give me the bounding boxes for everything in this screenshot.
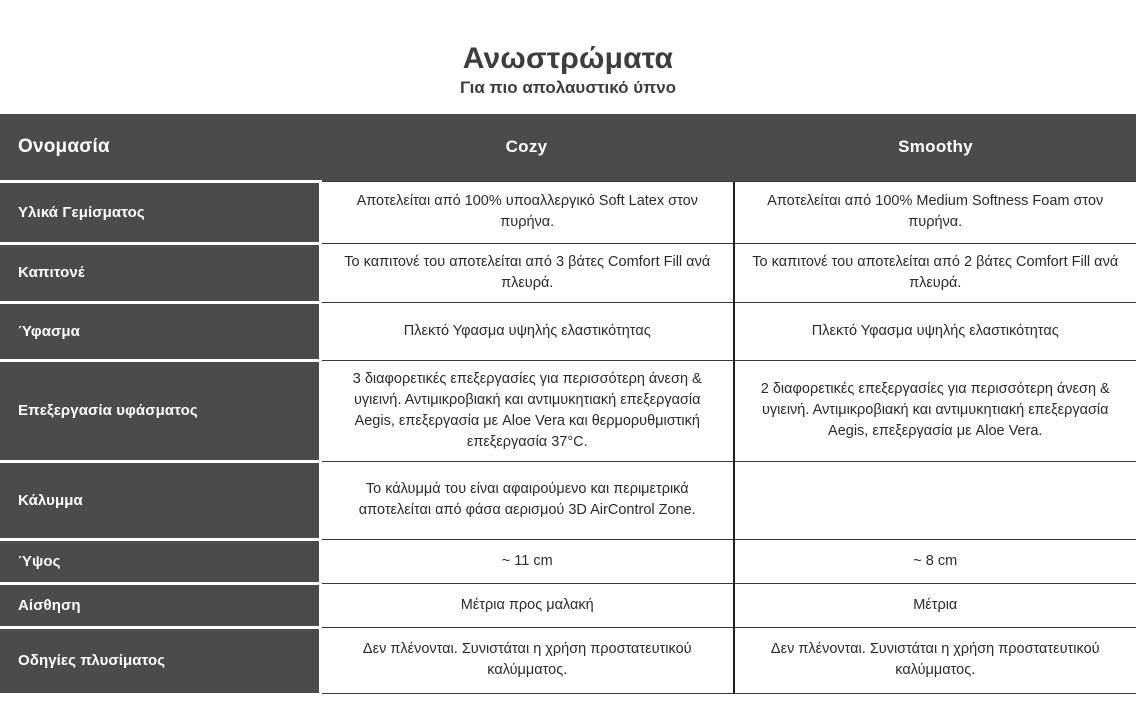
row-label-feel: Αίσθηση: [0, 583, 320, 627]
row-label-cover: Κάλυμμα: [0, 461, 320, 539]
cell-smoothy-height: ~ 8 cm: [734, 539, 1136, 583]
cell-smoothy-washing-instructions: Δεν πλένονται. Συνιστάται η χρήση προστατευτικού καλύμματος.: [734, 627, 1136, 693]
cell-smoothy-cover: [734, 461, 1136, 539]
cell-cozy-materials: Αποτελείται από 100% υποαλλεργικό Soft Latex στον πυρήνα.: [320, 181, 734, 243]
cell-smoothy-fabric: Πλεκτό Υφασμα υψηλής ελαστικότητας: [734, 302, 1136, 360]
row-label-quilting: Καπιτονέ: [0, 243, 320, 302]
cell-cozy-height: ~ 11 cm: [320, 539, 734, 583]
table-body: [0, 181, 1136, 693]
row-label-washing-instructions: Οδηγίες πλυσίματος: [0, 627, 320, 693]
row-label-materials: Υλικά Γεμίσματος: [0, 181, 320, 243]
column-header-label: Ονομασία: [0, 114, 320, 181]
page-header: [0, 0, 1136, 98]
cell-smoothy-quilting: Το καπιτονέ του αποτελείται από 2 βάτες Comfort Fill ανά πλευρά.: [734, 243, 1136, 302]
row-label-fabric: Ύφασμα: [0, 302, 320, 360]
cell-smoothy-materials: Αποτελείται από 100% Medium Softness Foam στον πυρήνα.: [734, 181, 1136, 243]
table-row: [0, 181, 1136, 243]
table-row: [0, 539, 1136, 583]
table-header-row: [0, 114, 1136, 181]
cell-cozy-washing-instructions: Δεν πλένονται. Συνιστάται η χρήση προστατευτικού καλύμματος.: [320, 627, 734, 693]
table-header: [0, 114, 1136, 181]
column-header-smoothy: Smoothy: [734, 114, 1136, 181]
table-row: [0, 243, 1136, 302]
page-subtitle: Για πιο απολαυστικό ύπνο: [459, 78, 677, 97]
cell-cozy-fabric: Πλεκτό Υφασμα υψηλής ελαστικότητας: [320, 302, 734, 360]
cell-cozy-fabric-treatment: 3 διαφορετικές επεξεργασίες για περισσότερη άνεση & υγιεινή. Αντιμικροβιακή και αντιμυκητιακή επεξεργασία Aegis, επεξεργασία με Aloe Vera και θερμορυθμιστική επεξεργασία 37°C.: [320, 360, 734, 461]
cell-cozy-quilting: Το καπιτονέ του αποτελείται από 3 βάτες Comfort Fill ανά πλευρά.: [320, 243, 734, 302]
table-row: [0, 461, 1136, 539]
product-comparison-table: [0, 114, 1136, 694]
table-row: [0, 360, 1136, 461]
cell-smoothy-feel: Μέτρια: [734, 583, 1136, 627]
column-header-cozy: Cozy: [320, 114, 734, 181]
table-row: [0, 627, 1136, 693]
table-row: [0, 583, 1136, 627]
cell-cozy-cover: Το κάλυμμά του είναι αφαιρούμενο και περιμετρικά αποτελείται από φάσα αερισμού 3D AirControl Zone.: [320, 461, 734, 539]
cell-smoothy-fabric-treatment: 2 διαφορετικές επεξεργασίες για περισσότερη άνεση & υγιεινή. Αντιμικροβιακή και αντιμυκητιακή επεξεργασία Aegis, επεξεργασία με Aloe Vera.: [734, 360, 1136, 461]
row-label-height: Ύψος: [0, 539, 320, 583]
row-label-fabric-treatment: Επεξεργασία υφάσματος: [0, 360, 320, 461]
table-row: [0, 302, 1136, 360]
cell-cozy-feel: Μέτρια προς μαλακή: [320, 583, 734, 627]
page-title: Ανωστρώματα: [462, 42, 674, 75]
